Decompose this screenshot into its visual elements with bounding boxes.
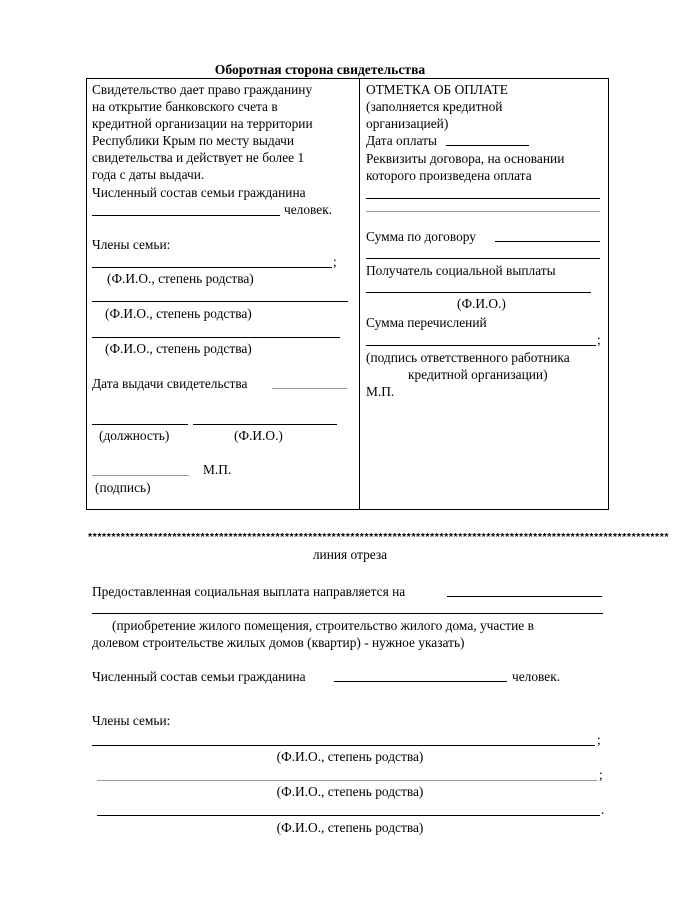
family-count-field[interactable] xyxy=(92,215,280,216)
contract-sum-field-2[interactable] xyxy=(366,258,600,259)
transfer-sum-label: Сумма перечислений xyxy=(366,315,487,330)
contract-details-field-1[interactable] xyxy=(366,198,600,199)
intro-line-4: Республики Крым по месту выдачи xyxy=(92,133,295,148)
intro-line-3: кредитной организации на территории xyxy=(92,116,313,131)
tear-member-semicolon-1: ; xyxy=(597,732,601,747)
members-label: Члены семьи: xyxy=(92,237,171,252)
member-caption-2: (Ф.И.О., степень родства) xyxy=(105,306,252,321)
tear-member-semicolon-2: ; xyxy=(599,767,603,782)
tear-member-caption-2: (Ф.И.О., степень родства) xyxy=(276,784,424,799)
member-field-1[interactable] xyxy=(92,267,332,268)
contract-details-2: которого произведена оплата xyxy=(366,168,532,183)
intro-line-2: на открытие банковского счета в xyxy=(92,99,278,114)
payment-date-label: Дата оплаты xyxy=(366,133,438,148)
purpose-note-2: долевом строительстве жилых домов (квартир) - нужное указать) xyxy=(92,635,465,650)
contract-sum-label: Сумма по договору xyxy=(366,229,476,244)
intro-line-6: года с даты выдачи. xyxy=(92,167,205,182)
recipient-field[interactable] xyxy=(366,292,591,293)
official-name-caption: (Ф.И.О.) xyxy=(234,428,283,443)
payment-directed-label: Предоставленная социальная выплата направляется на xyxy=(92,584,406,599)
table-column-divider xyxy=(359,79,360,509)
right-stamp: М.П. xyxy=(366,384,395,399)
member-caption-3: (Ф.И.О., степень родства) xyxy=(105,341,252,356)
issue-date-label: Дата выдачи свидетельства xyxy=(92,376,248,391)
contract-sum-field[interactable] xyxy=(495,241,600,242)
official-name-field[interactable] xyxy=(193,424,337,425)
payment-signature-caption-1: (подпись ответственного работника xyxy=(366,350,570,365)
member-caption-1: (Ф.И.О., степень родства) xyxy=(107,271,254,286)
contract-details-1: Реквизиты договора, на основании xyxy=(366,151,565,166)
signature-field[interactable] xyxy=(92,475,189,476)
contract-details-field-2[interactable] xyxy=(366,211,600,212)
cut-line-label: линия отреза xyxy=(312,547,388,562)
payment-heading: ОТМЕТКА ОБ ОПЛАТЕ xyxy=(366,82,508,97)
tear-member-caption-1: (Ф.И.О., степень родства) xyxy=(276,749,424,764)
tear-member-field-3[interactable] xyxy=(97,815,600,816)
payment-directed-field[interactable] xyxy=(447,596,602,597)
tear-members-label: Члены семьи: xyxy=(92,713,171,728)
position-caption: (должность) xyxy=(99,428,170,443)
recipient-label: Получатель социальной выплаты xyxy=(366,263,556,278)
payment-heading-note-1: (заполняется кредитной xyxy=(366,99,503,114)
intro-line-5: свидетельства и действует не более 1 xyxy=(92,150,305,165)
tear-member-period: . xyxy=(601,802,605,817)
family-count-label: Численный состав семьи гражданина xyxy=(92,185,306,200)
tear-member-field-2[interactable] xyxy=(97,780,597,781)
form-title: Оборотная сторона свидетельства xyxy=(214,62,426,77)
position-field[interactable] xyxy=(92,424,188,425)
issue-date-field[interactable] xyxy=(272,388,347,389)
tear-family-count-label: Численный состав семьи гражданина xyxy=(92,669,306,684)
tear-persons-unit: человек. xyxy=(512,669,561,684)
tear-member-field-1[interactable] xyxy=(92,745,595,746)
member-field-3[interactable] xyxy=(92,337,340,338)
member-semicolon-1: ; xyxy=(333,254,337,269)
intro-line-1: Свидетельство дает право гражданину xyxy=(92,82,313,97)
payment-directed-field-2[interactable] xyxy=(92,613,603,614)
payment-signature-caption-2: кредитной организации) xyxy=(408,367,548,382)
left-stamp: М.П. xyxy=(203,462,232,477)
tear-family-count-field[interactable] xyxy=(334,681,507,682)
tear-member-caption-3: (Ф.И.О., степень родства) xyxy=(276,820,424,835)
persons-unit: человек. xyxy=(284,202,333,217)
member-field-2[interactable] xyxy=(92,301,348,302)
payment-date-field[interactable] xyxy=(446,145,529,146)
transfer-semicolon: ; xyxy=(597,332,601,347)
payment-heading-note-2: организацией) xyxy=(366,116,449,131)
purpose-note-1: (приобретение жилого помещения, строительство жилого дома, участие в xyxy=(112,618,534,633)
transfer-sum-field[interactable] xyxy=(366,345,596,346)
cut-line-stars: **************************************************************************************************************************** xyxy=(88,531,670,543)
recipient-caption: (Ф.И.О.) xyxy=(457,296,506,311)
signature-caption: (подпись) xyxy=(95,480,151,495)
